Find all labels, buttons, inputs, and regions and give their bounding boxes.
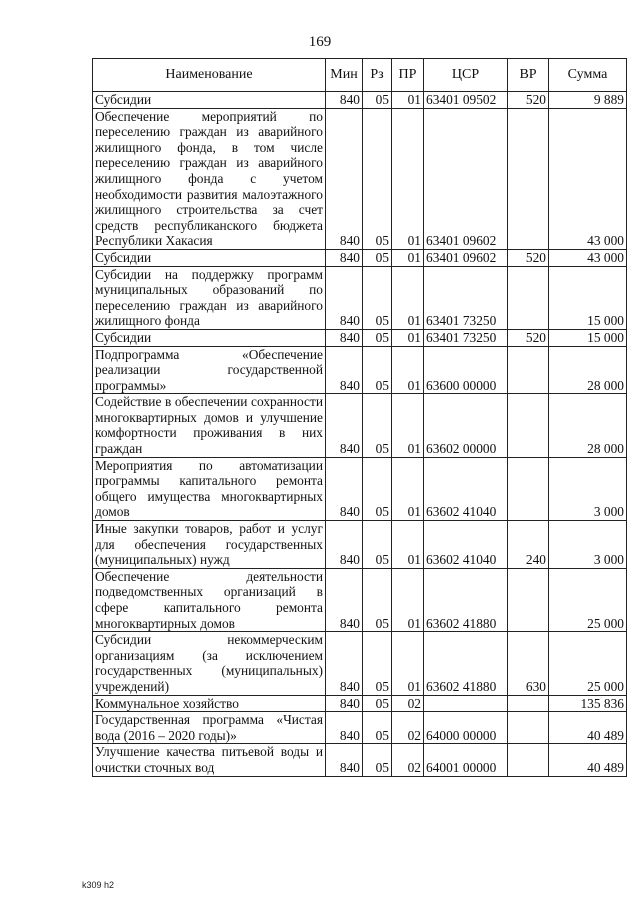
- cell-pr: 01: [392, 521, 424, 569]
- budget-table: [92, 58, 627, 777]
- cell-vr: [508, 266, 549, 329]
- cell-name: Субсидии: [93, 329, 326, 346]
- cell-sum: 40 489: [549, 744, 627, 776]
- table-row: [93, 712, 627, 744]
- cell-pr: 01: [392, 457, 424, 520]
- cell-rz: 05: [363, 521, 392, 569]
- table-header-row: [93, 59, 627, 92]
- cell-sum: 28 000: [549, 394, 627, 457]
- cell-rz: 05: [363, 346, 392, 394]
- cell-vr: 520: [508, 92, 549, 109]
- cell-min: 840: [326, 695, 363, 712]
- cell-min: 840: [326, 744, 363, 776]
- cell-csr: 64000 00000: [424, 712, 508, 744]
- cell-csr: 63401 73250: [424, 329, 508, 346]
- header-min: Мин: [326, 59, 363, 92]
- header-rz: Рз: [363, 59, 392, 92]
- cell-csr: [424, 695, 508, 712]
- cell-name: Иные закупки товаров, работ и услуг для обеспечения государственных (муниципальных) нужд: [93, 521, 326, 569]
- cell-pr: 01: [392, 329, 424, 346]
- cell-pr: 01: [392, 249, 424, 266]
- cell-vr: [508, 712, 549, 744]
- cell-sum: 43 000: [549, 108, 627, 249]
- cell-csr: 63602 41040: [424, 521, 508, 569]
- cell-name: Мероприятия по автоматизации программы капитального ремонта общего имущества многоквартирных домов: [93, 457, 326, 520]
- cell-rz: 05: [363, 329, 392, 346]
- cell-rz: 05: [363, 92, 392, 109]
- cell-rz: 05: [363, 744, 392, 776]
- cell-sum: 28 000: [549, 346, 627, 394]
- cell-rz: 05: [363, 568, 392, 631]
- cell-pr: 02: [392, 712, 424, 744]
- table-row: [93, 249, 627, 266]
- table-row: [93, 632, 627, 695]
- cell-vr: [508, 346, 549, 394]
- cell-vr: [508, 457, 549, 520]
- cell-name: Субсидии: [93, 249, 326, 266]
- cell-name: Коммунальное хозяйство: [93, 695, 326, 712]
- footer-code: k309 h2: [82, 880, 115, 890]
- cell-rz: 05: [363, 108, 392, 249]
- cell-pr: 01: [392, 568, 424, 631]
- cell-sum: 40 489: [549, 712, 627, 744]
- cell-csr: 63602 41880: [424, 632, 508, 695]
- cell-name: Государственная программа «Чистая вода (2016 – 2020 годы)»: [93, 712, 326, 744]
- cell-rz: 05: [363, 457, 392, 520]
- cell-min: 840: [326, 108, 363, 249]
- table-row: [93, 568, 627, 631]
- cell-vr: 240: [508, 521, 549, 569]
- cell-min: 840: [326, 457, 363, 520]
- cell-csr: 63401 09602: [424, 249, 508, 266]
- cell-csr: 63401 09602: [424, 108, 508, 249]
- cell-csr: 64001 00000: [424, 744, 508, 776]
- cell-vr: 630: [508, 632, 549, 695]
- cell-name: Субсидии на поддержку программ муниципальных образований по переселению граждан из аварийного жилищного фонда: [93, 266, 326, 329]
- cell-vr: [508, 108, 549, 249]
- cell-sum: 9 889: [549, 92, 627, 109]
- table-row: [93, 92, 627, 109]
- table-body: [93, 92, 627, 777]
- cell-min: 840: [326, 346, 363, 394]
- table-row: [93, 346, 627, 394]
- cell-vr: [508, 568, 549, 631]
- table-row: [93, 394, 627, 457]
- cell-min: 840: [326, 568, 363, 631]
- cell-name: Обеспечение деятельности подведомственных организаций в сфере капитального ремонта многоквартирных домов: [93, 568, 326, 631]
- header-pr: ПР: [392, 59, 424, 92]
- cell-sum: 15 000: [549, 329, 627, 346]
- table-row: [93, 266, 627, 329]
- table-row: [93, 329, 627, 346]
- header-name: Наименование: [93, 59, 326, 92]
- header-vr: ВР: [508, 59, 549, 92]
- cell-csr: 63602 41880: [424, 568, 508, 631]
- cell-sum: 25 000: [549, 568, 627, 631]
- cell-csr: 63401 09502: [424, 92, 508, 109]
- cell-sum: 25 000: [549, 632, 627, 695]
- cell-min: 840: [326, 521, 363, 569]
- cell-pr: 02: [392, 744, 424, 776]
- cell-min: 840: [326, 92, 363, 109]
- table-row: [93, 108, 627, 249]
- cell-name: Обеспечение мероприятий по переселению граждан из аварийного жилищного фонда, в том числе переселению граждан из аварийного жилищного фонда с учетом необходимости развития малоэтажного жилищного строительства за счет средств республиканского бюджета Республики Хакасия: [93, 108, 326, 249]
- cell-pr: 01: [392, 92, 424, 109]
- cell-min: 840: [326, 632, 363, 695]
- cell-pr: 01: [392, 266, 424, 329]
- cell-name: Субсидии некоммерческим организациям (за исключением государственных (муниципальных) учреждений): [93, 632, 326, 695]
- cell-min: 840: [326, 394, 363, 457]
- table-row: [93, 695, 627, 712]
- cell-rz: 05: [363, 249, 392, 266]
- cell-vr: [508, 695, 549, 712]
- cell-sum: 135 836: [549, 695, 627, 712]
- table-row: [93, 744, 627, 776]
- cell-min: 840: [326, 329, 363, 346]
- cell-pr: 01: [392, 394, 424, 457]
- cell-name: Подпрограмма «Обеспечение реализации государственной программы»: [93, 346, 326, 394]
- cell-rz: 05: [363, 394, 392, 457]
- cell-pr: 01: [392, 632, 424, 695]
- header-csr: ЦСР: [424, 59, 508, 92]
- cell-pr: 01: [392, 108, 424, 249]
- cell-pr: 01: [392, 346, 424, 394]
- cell-vr: 520: [508, 329, 549, 346]
- cell-rz: 05: [363, 712, 392, 744]
- cell-name: Содействие в обеспечении сохранности многоквартирных домов и улучшение комфортности проживания в них граждан: [93, 394, 326, 457]
- table-row: [93, 457, 627, 520]
- cell-rz: 05: [363, 266, 392, 329]
- header-sum: Сумма: [549, 59, 627, 92]
- cell-rz: 05: [363, 632, 392, 695]
- cell-sum: 3 000: [549, 457, 627, 520]
- table-row: [93, 521, 627, 569]
- page-number: 169: [308, 34, 332, 50]
- cell-csr: 63602 41040: [424, 457, 508, 520]
- cell-rz: 05: [363, 695, 392, 712]
- cell-pr: 02: [392, 695, 424, 712]
- cell-name: Улучшение качества питьевой воды и очистки сточных вод: [93, 744, 326, 776]
- cell-csr: 63602 00000: [424, 394, 508, 457]
- cell-sum: 15 000: [549, 266, 627, 329]
- cell-sum: 43 000: [549, 249, 627, 266]
- cell-min: 840: [326, 266, 363, 329]
- cell-sum: 3 000: [549, 521, 627, 569]
- cell-name: Субсидии: [93, 92, 326, 109]
- cell-vr: 520: [508, 249, 549, 266]
- cell-vr: [508, 394, 549, 457]
- cell-min: 840: [326, 249, 363, 266]
- cell-csr: 63401 73250: [424, 266, 508, 329]
- cell-vr: [508, 744, 549, 776]
- cell-min: 840: [326, 712, 363, 744]
- cell-csr: 63600 00000: [424, 346, 508, 394]
